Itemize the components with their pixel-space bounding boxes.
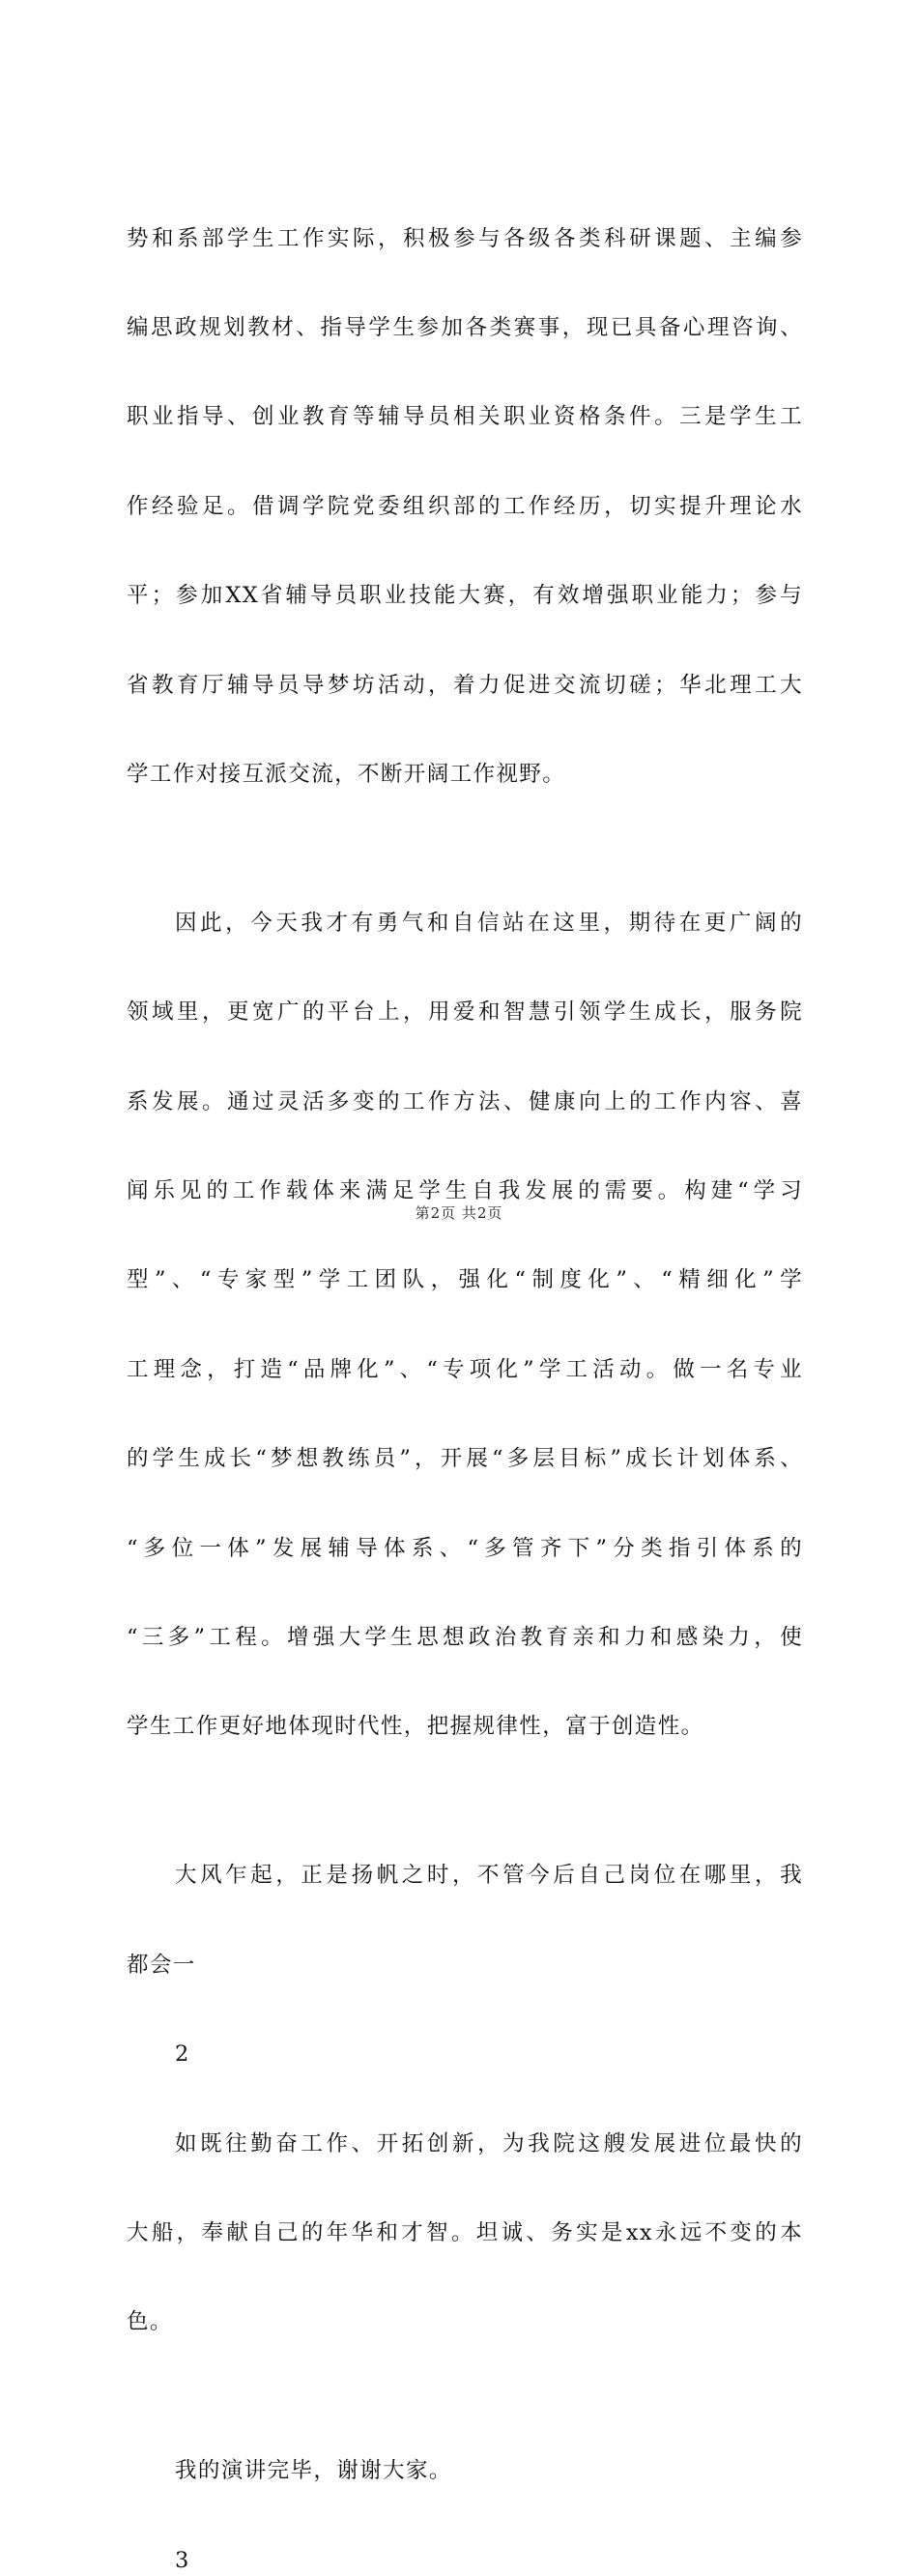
text-line: 我的演讲完毕，谢谢大家。: [175, 2458, 452, 2484]
text-line: 学生工作更好地体现时代性，把握规律性，富于创造性。: [127, 1714, 704, 1740]
text-line: 大风乍起，正是扬帆之时，不管今后自己岗位在哪里，我: [175, 1863, 803, 1889]
text-line: 闻乐见的工作载体来满足学生自我发展的需要。构建“学习: [127, 1178, 803, 1204]
paragraph-3: [127, 1802, 803, 2040]
text-line: 势和系部学生工作实际，积极参与各级各类科研课题、主编参: [127, 225, 803, 251]
paragraph-5: [127, 2397, 803, 2546]
text-line: 学工作对接互派交流，不断开阔工作视野。: [127, 761, 566, 787]
text-line: 工理念，打造“品牌化”、“专项化”学工活动。做一名专业: [127, 1356, 803, 1382]
document-body: [127, 164, 803, 2576]
text-line: 如既往勤奋工作、开拓创新，为我院这艘发展进位最快的: [175, 2130, 803, 2156]
text-line: 系发展。通过灵活多变的工作方法、健康向上的工作内容、喜: [127, 1088, 803, 1114]
text-line: 型”、“专家型”学工团队，强化“制度化”、“精细化”学: [127, 1267, 803, 1293]
text-line: 的学生成长“梦想教练员”，开展“多层目标”成长计划体系、: [127, 1446, 803, 1472]
text-line: 大船，奉献自己的年华和才智。坦诚、务实是xx永远不变的本: [127, 2219, 803, 2245]
text-line: 领域里，更宽广的平台上，用爱和智慧引领学生成长，服务院: [127, 999, 803, 1026]
paragraph-2: [127, 849, 803, 1802]
text-line: “多位一体”发展辅导体系、“多管齐下”分类指引体系的: [127, 1535, 803, 1561]
text-line: 编思政规划教材、指导学生参加各类赛事，现已具备心理咨询、: [127, 314, 803, 340]
text-line: 都会一: [127, 1952, 196, 1978]
text-line: 省教育厅辅导员导梦坊活动，着力促进交流切磋；华北理工大: [127, 672, 803, 698]
page-marker: 2: [175, 2041, 190, 2068]
text-line: 平；参加XX省辅导员职业技能大赛，有效增强职业能力；参与: [127, 583, 803, 609]
text-line: 职业指导、创业教育等辅导员相关职业资格条件。三是学生工: [127, 404, 803, 430]
page-footer: 第2页 共2页: [415, 1204, 503, 1222]
text-line: 因此，今天我才有勇气和自信站在这里，期待在更广阔的: [175, 910, 803, 936]
paragraph-4: [127, 2069, 803, 2397]
text-line: 色。: [127, 2309, 173, 2335]
paragraph-1: [127, 164, 803, 849]
text-line: 作经验足。借调学院党委组织部的工作经历，切实提升理论水: [127, 493, 803, 519]
page-marker: 3: [175, 2547, 190, 2573]
text-line: “三多”工程。增强大学生思想政治教育亲和力和感染力，使: [127, 1625, 803, 1651]
